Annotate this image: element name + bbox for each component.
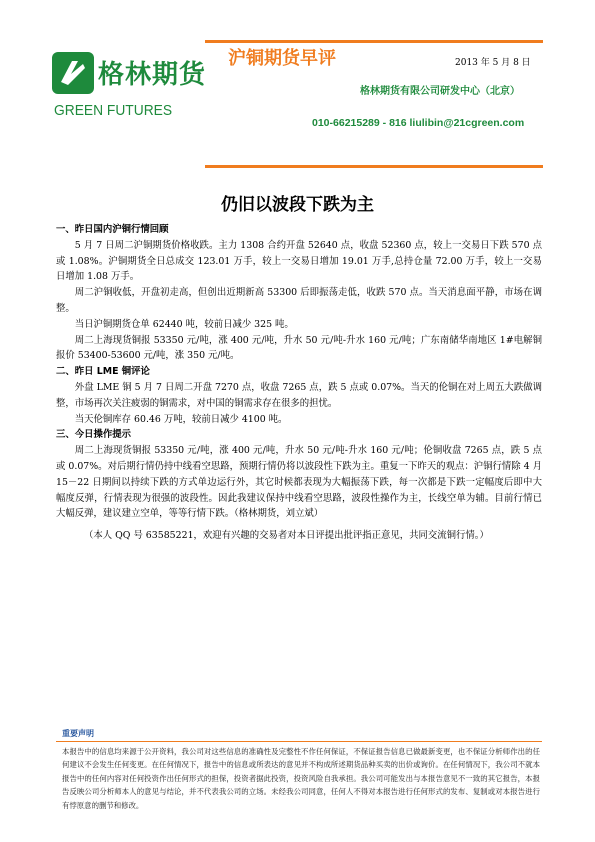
paragraph: 当天伦铜库存 60.46 万吨，较前日减少 4100 吨。 (74, 413, 288, 425)
contact-info: 010-66215289 - 816 liulibin@21cgreen.com (312, 117, 525, 129)
section-heading: 三、今日操作提示 (56, 429, 132, 441)
disclaimer-title: 重要声明 (62, 729, 94, 738)
paragraph: 周二上海现货铜报 53350 元/吨，涨 400 元/吨，升水 50 元/吨-升水 160 元/吨；广东南储华南地区 1#电解铜报价 53400-53600 元/吨，涨 350 元/吨。 (56, 334, 542, 362)
logo-english-name: GREEN FUTURES (54, 102, 173, 119)
section-heading: 一、昨日国内沪铜行情回顾 (56, 224, 169, 235)
report-date: 2013 年 5 月 8 日 (455, 58, 531, 68)
report-title: 沪铜期货早评 (228, 48, 336, 69)
logo-chinese-name: 格林期货 (98, 60, 207, 90)
header-bottom-rule (205, 165, 543, 168)
section-lme-review (56, 364, 542, 427)
author-note: （本人 QQ 号 63585221，欢迎有兴趣的交易者对本日评提出批评指正意见，共同交流铜行情。） (84, 530, 489, 542)
article-body (56, 222, 542, 544)
section-heading: 二、昨日 LME 铜评论 (56, 366, 150, 378)
disclaimer-rule (56, 741, 542, 742)
article-headline: 仍旧以波段下跌为主 (221, 195, 374, 215)
header-top-rule (205, 40, 543, 43)
paragraph: 5 月 7 日周二沪铜期货价格收跌。主力 1308 合约开盘 52640 点，收盘 52360 点，较上一交易日下跌 570 点或 1.08%。沪铜期货全日总成交 123.01 万手，较上一交易日增加 19.01 万手,总持仓量 72.00 万手，较上一交易日增加 1.08 万手。 (56, 239, 542, 283)
section-operation-tips (56, 427, 542, 522)
company-logo (52, 52, 207, 134)
paragraph: 当日沪铜期货仓单 62440 吨，较前日减少 325 吨。 (74, 318, 294, 330)
organization-name: 格林期货有限公司研发中心（北京） (360, 86, 520, 97)
section-domestic-review (56, 222, 542, 364)
paragraph: 周二上海现货铜报 53350 元/吨，涨 400 元/吨，升水 50 元/吨-升水 160 元/吨；伦铜收盘 7265 点，跌 5 点或 0.07%。对后期行情仍持中线看空思路，预期行情仍将以波段性下跌为主。重复一下昨天的观点：沪铜行情除 4 月 15－22 日期间以持续下跌的方式单边运行外，其它时候都表现为大幅振荡下跌，每一次都是下跌一定幅度后即中大幅度反弹，行情表现为很强的波段性。因此我建议保持中线看空思路，波段性操作为主，长线空单为辅。目前行情已大幅反弹，建议建立空单，等等行情下跌。（格林期货，刘立斌） (56, 445, 542, 520)
paragraph: 外盘 LME 铜 5 月 7 日周二开盘 7270 点，收盘 7265 点，跌 5 点或 0.07%。当天的伦铜在对上周五大跌做调整，市场再次关注疲弱的铜需求，对中国的铜需求存在很多的担忧。 (56, 381, 542, 409)
green-futures-logo-icon (52, 52, 94, 94)
disclaimer-text: 本报告中的信息均来源于公开资料，我公司对这些信息的准确性及完整性不作任何保证，不保证报告信息已做最新变更，也不保证分析师作出的任何建议不会发生任何变更。在任何情况下，报告中的信息或所表达的意见并不构成所述期货品种买卖的出价或询价。在任何情况下，我公司不就本报告中的任何内容对任何投资作出任何形式的担保，投资者据此投资，投资风险自我承担。我公司可能发出与本报告意见不一致的其它报告，本报告反映公司分析师本人的意见与结论，并不代表我公司的立场。未经我公司同意，任何人不得对本报告进行任何形式的发布、复制或对本报告进行有悖原意的删节和修改。 (62, 747, 540, 810)
paragraph: 周二沪铜收低，开盘初走高，但创出近期新高 53300 后即振荡走低，收跌 570 点。当天消息面平静，市场在调整。 (56, 287, 542, 314)
